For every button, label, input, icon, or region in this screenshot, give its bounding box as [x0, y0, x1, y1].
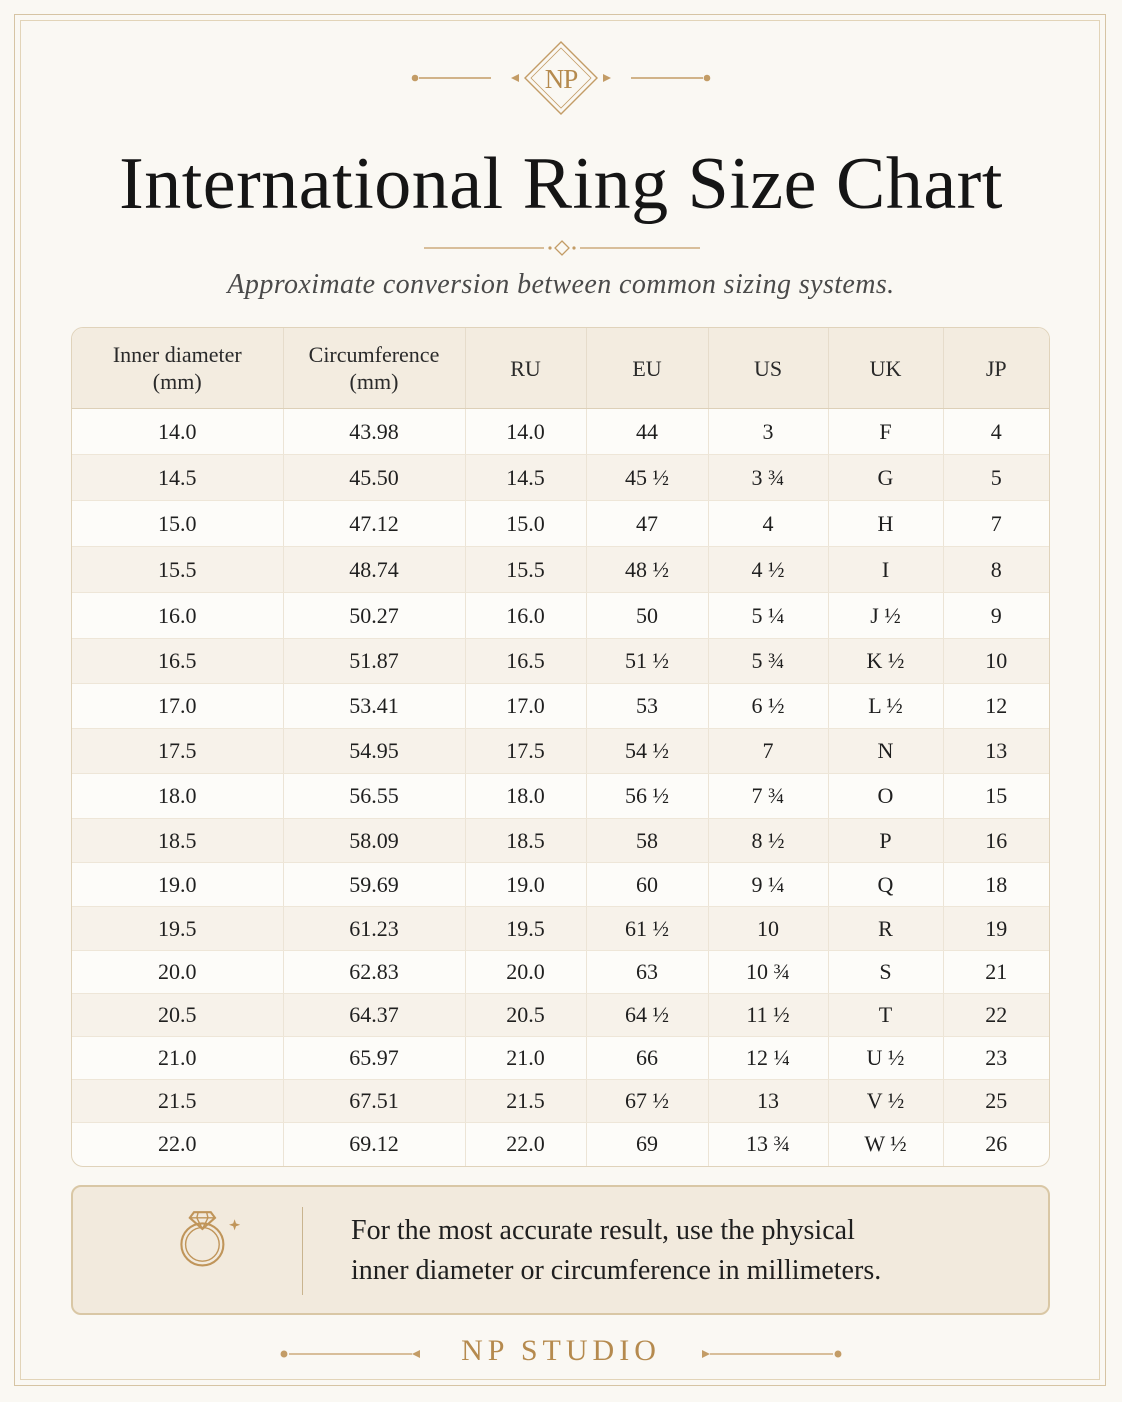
table-cell: 12 ¼	[708, 1037, 828, 1080]
ring-size-table-card	[71, 327, 1050, 1167]
column-header	[708, 328, 828, 409]
ring-size-table	[72, 328, 1049, 1166]
table-cell: 64.37	[283, 994, 465, 1037]
note-divider	[302, 1207, 303, 1295]
table-cell: 61.23	[283, 907, 465, 951]
table-cell: 51 ½	[586, 639, 708, 684]
table-cell: 13	[943, 729, 1049, 774]
table-cell: 14.0	[465, 409, 586, 455]
table-cell: 15.0	[72, 501, 283, 547]
column-header	[828, 328, 943, 409]
table-cell: 58.09	[283, 819, 465, 863]
table-cell: 14.0	[72, 409, 283, 455]
table-cell: 4 ½	[708, 547, 828, 593]
table-cell: 69.12	[283, 1123, 465, 1166]
column-header-label: JP	[985, 355, 1007, 381]
table-cell: 8	[943, 547, 1049, 593]
table-cell: 20.0	[72, 951, 283, 994]
table-cell: 10	[708, 907, 828, 951]
table-cell: 54.95	[283, 729, 465, 774]
page-subtitle: Approximate conversion between common sizing systems.	[227, 269, 895, 300]
column-header-label: UK	[869, 355, 902, 381]
table-cell: 17.0	[465, 684, 586, 729]
table-row	[72, 907, 1049, 951]
table-cell: 7	[943, 501, 1049, 547]
table-cell: J ½	[828, 593, 943, 639]
column-header-unit: (mm)	[152, 369, 202, 394]
table-cell: 56 ½	[586, 774, 708, 819]
table-cell: W ½	[828, 1123, 943, 1166]
table-cell: 4	[708, 501, 828, 547]
monogram-text: NP	[544, 64, 578, 94]
table-cell: 66	[586, 1037, 708, 1080]
note-line-1: For the most accurate result, use the physical	[351, 1215, 855, 1246]
column-header-label: US	[753, 355, 783, 381]
table-cell: 26	[985, 1131, 1008, 1157]
table-cell: 22	[943, 994, 1049, 1037]
table-cell: S	[828, 951, 943, 994]
page-title: International Ring Size Chart	[119, 143, 1003, 225]
table-cell: 22.0	[465, 1123, 586, 1166]
table-cell: 50.27	[283, 593, 465, 639]
table-cell: 9 ¼	[708, 863, 828, 907]
table-cell: 3 ¾	[708, 455, 828, 501]
table-row	[72, 819, 1049, 863]
note-text	[351, 1211, 991, 1291]
table-cell: 65.97	[283, 1037, 465, 1080]
table-cell: 21.5	[465, 1080, 586, 1123]
header-ornament	[0, 36, 1122, 120]
table-cell: 19.5	[465, 907, 586, 951]
table-cell: 51.87	[283, 639, 465, 684]
table-cell: V ½	[828, 1080, 943, 1123]
table-cell: G	[828, 455, 943, 501]
table-cell: 9	[943, 593, 1049, 639]
table-cell: 67.51	[283, 1080, 465, 1123]
table-cell: 20.5	[465, 994, 586, 1037]
table-cell: 16.0	[72, 593, 283, 639]
table-cell: H	[828, 501, 943, 547]
table-cell: 56.55	[283, 774, 465, 819]
table-cell: 15.0	[465, 501, 586, 547]
table-cell: 59.69	[283, 863, 465, 907]
table-row	[72, 1080, 1049, 1123]
column-header-label: EU	[632, 355, 662, 381]
footer-brand-name: NP STUDIO	[461, 1334, 661, 1367]
table-header-row	[72, 328, 1049, 409]
table-row	[72, 684, 1049, 729]
table-cell: 48.74	[283, 547, 465, 593]
table-row	[72, 409, 1049, 455]
table-cell: Q	[828, 863, 943, 907]
column-header-unit: (mm)	[349, 369, 399, 394]
table-cell: T	[828, 994, 943, 1037]
column-header-label: RU	[510, 355, 541, 381]
footer	[0, 1330, 1122, 1378]
table-cell: 8 ½	[708, 819, 828, 863]
table-cell: 3	[708, 409, 828, 455]
table-cell: P	[828, 819, 943, 863]
table-cell: 60	[586, 863, 708, 907]
note-line-2: inner diameter or circumference in millimeters.	[351, 1255, 882, 1286]
table-cell: 18.5	[72, 819, 283, 863]
table-cell: 54 ½	[586, 729, 708, 774]
ring-icon	[173, 1201, 243, 1271]
table-cell: 62.83	[283, 951, 465, 994]
table-cell: 47.12	[283, 501, 465, 547]
table-cell: 53.41	[283, 684, 465, 729]
column-header	[72, 328, 283, 409]
table-row	[72, 547, 1049, 593]
table-cell: 10	[943, 639, 1049, 684]
table-cell: 18.5	[465, 819, 586, 863]
table-cell: K ½	[828, 639, 943, 684]
column-header-label: Circumference	[308, 342, 440, 367]
table-cell: 20.5	[72, 994, 283, 1037]
table-cell: R	[828, 907, 943, 951]
table-cell: 7 ¾	[708, 774, 828, 819]
table-cell: 21	[943, 951, 1049, 994]
table-cell: 5 ¾	[708, 639, 828, 684]
table-cell: 53	[586, 684, 708, 729]
table-cell: 13 ¾	[708, 1123, 828, 1166]
table-cell: 14.5	[465, 455, 586, 501]
table-cell: 21.5	[72, 1080, 283, 1123]
table-cell: 16.0	[465, 593, 586, 639]
table-cell: 19.5	[72, 907, 283, 951]
table-cell: F	[828, 409, 943, 455]
table-row	[72, 1123, 1049, 1166]
table-cell: 22.0	[72, 1123, 283, 1166]
table-cell: 18.0	[72, 774, 283, 819]
table-row	[72, 729, 1049, 774]
table-cell: 63	[586, 951, 708, 994]
table-body	[72, 409, 1049, 1166]
column-header-label: Inner diameter	[112, 342, 242, 367]
table-row	[72, 639, 1049, 684]
table-row	[72, 863, 1049, 907]
table-cell: 16	[943, 819, 1049, 863]
table-cell: 69	[586, 1123, 708, 1166]
tip-note-box	[71, 1185, 1050, 1315]
table-cell: 5 ¼	[708, 593, 828, 639]
table-cell: 25	[943, 1080, 1049, 1123]
table-cell: 17.5	[465, 729, 586, 774]
table-row	[72, 455, 1049, 501]
table-cell: 19.0	[72, 863, 283, 907]
table-cell: 13	[708, 1080, 828, 1123]
table-cell: U ½	[828, 1037, 943, 1080]
table-cell: O	[828, 774, 943, 819]
table-cell: 19	[943, 907, 1049, 951]
table-row	[72, 1037, 1049, 1080]
table-cell: N	[828, 729, 943, 774]
table-cell: 6 ½	[708, 684, 828, 729]
table-cell: 21.0	[465, 1037, 586, 1080]
table-row	[72, 951, 1049, 994]
column-header	[465, 328, 586, 409]
table-cell: 17.5	[72, 729, 283, 774]
column-header	[283, 328, 465, 409]
table-cell: 16.5	[465, 639, 586, 684]
table-cell: 14.5	[72, 455, 283, 501]
table-cell: 15	[943, 774, 1049, 819]
table-cell: 17.0	[72, 684, 283, 729]
table-cell: I	[828, 547, 943, 593]
table-cell: 18.0	[465, 774, 586, 819]
title-divider	[424, 240, 700, 256]
table-cell: 21.0	[72, 1037, 283, 1080]
table-cell: 7	[708, 729, 828, 774]
table-cell: 50	[586, 593, 708, 639]
table-cell: L ½	[828, 684, 943, 729]
table-row	[72, 593, 1049, 639]
table-cell: 64 ½	[586, 994, 708, 1037]
column-header	[943, 328, 1049, 409]
table-cell: 10 ¾	[708, 951, 828, 994]
table-cell: 5	[943, 455, 1049, 501]
table-row	[72, 501, 1049, 547]
table-cell: 47	[586, 501, 708, 547]
table-cell: 61 ½	[586, 907, 708, 951]
table-cell: 20.0	[465, 951, 586, 994]
table-cell: 11 ½	[708, 994, 828, 1037]
table-cell: 48 ½	[586, 547, 708, 593]
table-row	[72, 774, 1049, 819]
table-cell: 18	[943, 863, 1049, 907]
table-cell: 58	[586, 819, 708, 863]
table-cell: 44	[586, 409, 708, 455]
table-cell: 15.5	[465, 547, 586, 593]
table-cell: 15.5	[72, 547, 283, 593]
table-cell: 45 ½	[586, 455, 708, 501]
table-cell: 45.50	[283, 455, 465, 501]
table-cell: 67 ½	[586, 1080, 708, 1123]
table-cell: 12	[943, 684, 1049, 729]
table-cell: 4	[943, 409, 1049, 455]
column-header	[586, 328, 708, 409]
table-row	[72, 994, 1049, 1037]
table-cell: 43.98	[283, 409, 465, 455]
table-cell: 16.5	[72, 639, 283, 684]
table-cell: 23	[943, 1037, 1049, 1080]
table-cell: 19.0	[465, 863, 586, 907]
